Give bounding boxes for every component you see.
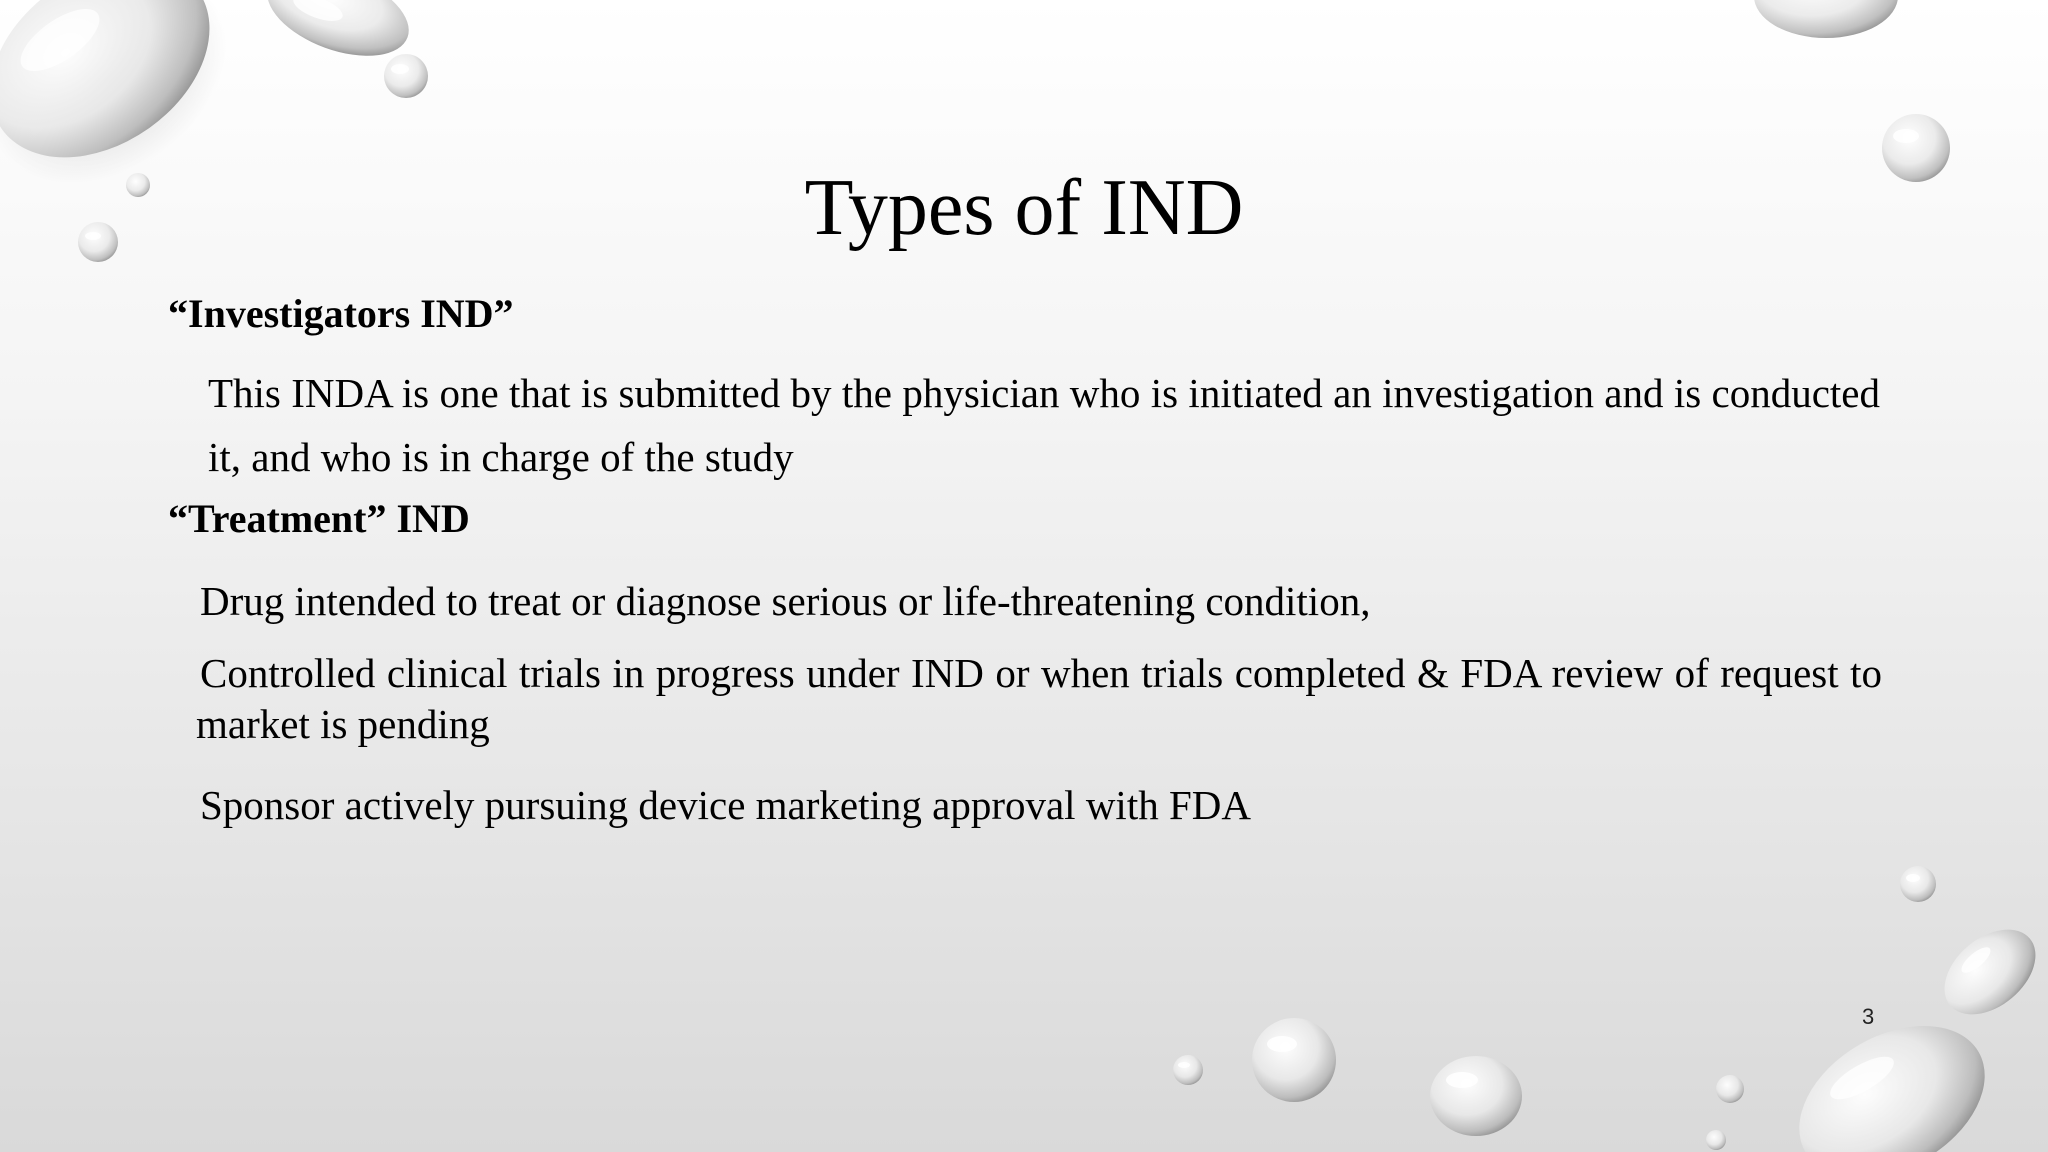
treatment-ind-point-1: Drug intended to treat or diagnose serious or life-threatening condition, xyxy=(200,578,1371,624)
page-number: 3 xyxy=(1862,1004,1875,1029)
treatment-ind-point-2: Controlled clinical trials in progress under IND or when trials completed & FDA review of request to market is pending xyxy=(196,650,1882,748)
slide-title: Types of IND xyxy=(804,164,1244,252)
section-heading-investigators-ind: “Investigators IND” xyxy=(168,291,514,336)
droplet-bottom-small-1 xyxy=(1706,1075,1744,1150)
droplet-top-right-large xyxy=(1754,0,1898,38)
droplet-bottom-right-large xyxy=(1772,995,2011,1152)
investigators-ind-description: This INDA is one that is submitted by the physician who is initiated an investigation and is conducted it, and who is in charge of the study xyxy=(208,370,1880,480)
droplet-bottom-tiny xyxy=(1173,1055,1203,1085)
droplet-bottom-center xyxy=(1252,1018,1336,1102)
droplet-top-left-small xyxy=(384,54,428,98)
droplet-right-oval xyxy=(1928,913,2048,1032)
droplet-bottom-medium xyxy=(1430,1056,1522,1136)
treatment-ind-point-3: Sponsor actively pursuing device marketing approval with FDA xyxy=(200,782,1251,828)
section-heading-treatment-ind: “Treatment” IND xyxy=(168,496,470,541)
droplet-right-small xyxy=(1900,866,1936,902)
